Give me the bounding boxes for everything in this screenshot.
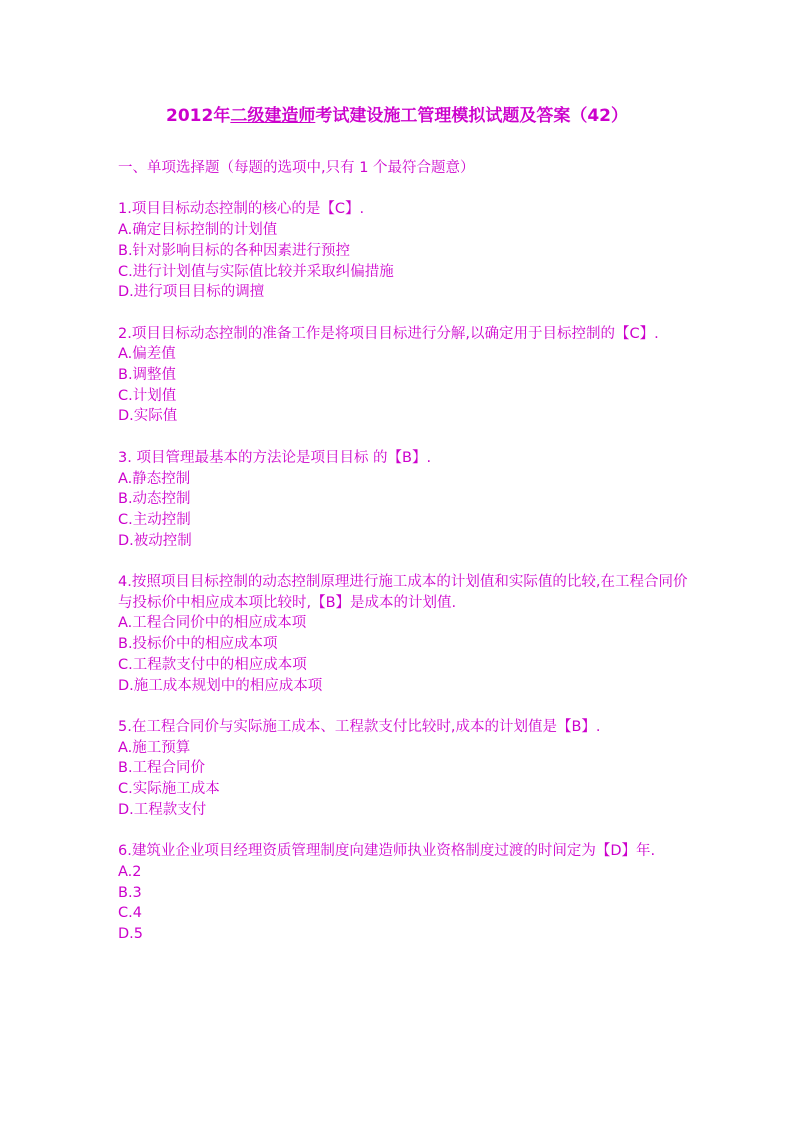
question-stem: 3. 项目管理最基本的方法论是项目目标 的【B】. (118, 449, 432, 466)
option-b: B.3 (118, 884, 142, 901)
title-suffix: 考试建设施工管理模拟试题及答案（42） (315, 106, 628, 126)
option-d: D.被动控制 (118, 532, 192, 549)
option-b: B.针对影响目标的各种因素进行预控 (118, 242, 351, 259)
option-d: D.5 (118, 925, 143, 942)
question-stem: 1.项目目标动态控制的核心的是【C】. (118, 201, 365, 218)
question-stem: 6.建筑业企业项目经理资质管理制度向建造师执业资格制度过渡的时间定为【D】年. (118, 843, 656, 860)
question-6 (118, 841, 688, 945)
option-c: C.4 (118, 905, 142, 922)
question-5 (118, 717, 688, 821)
option-d: D.进行项目目标的调擅 (118, 284, 265, 301)
question-stem: 4.按照项目目标控制的动态控制原理进行施工成本的计划值和实际值的比较,在工程合同价与投标价中相应成本项比较时,【B】是成本的计划值. (118, 574, 688, 611)
option-c: C.计划值 (118, 387, 177, 404)
option-c: C.实际施工成本 (118, 781, 220, 798)
question-stem: 2.项目目标动态控制的准备工作是将项目目标进行分解,以确定用于目标控制的【C】. (118, 325, 659, 342)
option-c: C.主动控制 (118, 511, 191, 528)
option-a: A.2 (118, 863, 142, 880)
option-a: A.确定目标控制的计划值 (118, 222, 278, 239)
option-a: A.施工预算 (118, 739, 191, 756)
title-link[interactable]: 二级建造师 (230, 106, 316, 126)
option-a: A.工程合同价中的相应成本项 (118, 615, 307, 632)
option-b: B.投标价中的相应成本项 (118, 636, 278, 653)
option-b: B.动态控制 (118, 491, 191, 508)
option-d: D.施工成本规划中的相应成本项 (118, 677, 323, 694)
option-a: A.静态控制 (118, 470, 191, 487)
option-c: C.工程款支付中的相应成本项 (118, 656, 307, 673)
title-prefix: 2012年 (166, 106, 231, 126)
question-1 (118, 199, 688, 303)
option-d: D.实际值 (118, 408, 178, 425)
document-title (0, 104, 794, 128)
option-b: B.工程合同价 (118, 760, 206, 777)
option-c: C.进行计划值与实际值比较并采取纠偏措施 (118, 263, 394, 280)
option-b: B.调整值 (118, 367, 177, 383)
question-3 (118, 448, 688, 552)
option-d: D.工程款支付 (118, 801, 207, 818)
question-2 (118, 324, 688, 428)
section-heading: 一、单项选择题（每题的选项中,只有 1 个最符合题意） (118, 160, 475, 176)
question-stem: 5.在工程合同价与实际施工成本、工程款支付比较时,成本的计划值是【B】. (118, 718, 601, 735)
option-a: A.偏差值 (118, 346, 176, 363)
document-body (118, 158, 688, 945)
question-4 (118, 572, 688, 696)
